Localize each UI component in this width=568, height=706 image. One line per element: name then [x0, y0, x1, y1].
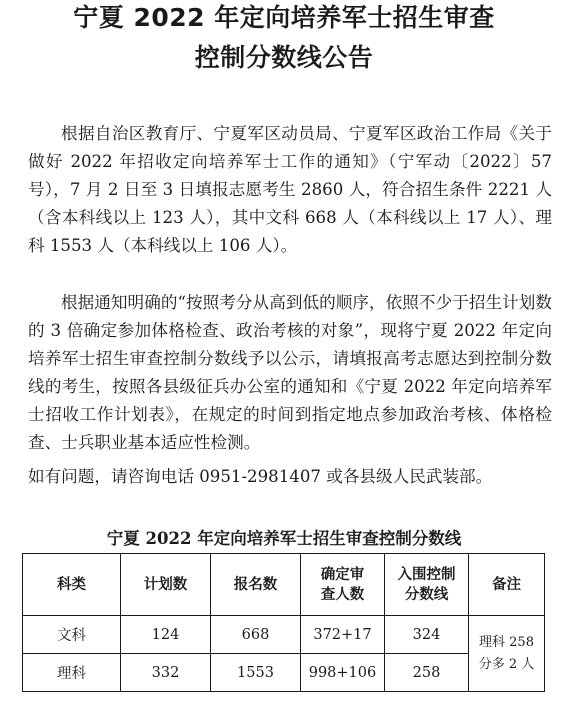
document-title-line-1: 宁夏 2022 年定向培养军士招生审查 — [73, 3, 495, 32]
cell-cutoff-score: 258 — [385, 654, 469, 692]
paragraph-background: 根据自治区教育厅、宁夏军区动员局、宁夏军区政治工作局《关于做好 2022 年招收定向培养军士工作的通知》（宁军动〔2022〕57 号），7 月 2 日至 3 日填报志愿考生 2860 人，符合招生条件 2221 人（含本科线以上 123 人），其中文科 668 人（本科线以上 17 人）、理科 1553 人（本科线以上 106 人）。 — [28, 124, 552, 255]
note-line-1: 理科 258 — [479, 634, 534, 650]
cell-category: 理科 — [23, 654, 121, 692]
cell-plan-count: 124 — [121, 616, 211, 654]
cell-category: 文科 — [23, 616, 121, 654]
cell-applicant-count: 668 — [211, 616, 301, 654]
header-category: 科类 — [23, 554, 121, 616]
score-table — [22, 553, 545, 692]
header-plan-count: 计划数 — [121, 554, 211, 616]
table-row — [23, 616, 545, 654]
header-cutoff-score: 入围控制分数线 — [385, 554, 469, 616]
cell-review-count: 998+106 — [301, 654, 385, 692]
cell-review-count: 372+17 — [301, 616, 385, 654]
table-title: 宁夏 2022 年定向培养军士招生审查控制分数线 — [106, 529, 462, 548]
header-review-count: 确定审查人数 — [301, 554, 385, 616]
document-title-line-2: 控制分数线公告 — [194, 43, 374, 72]
cell-cutoff-score: 324 — [385, 616, 469, 654]
header-note: 备注 — [469, 554, 545, 616]
note-line-2: 分多 2 人 — [478, 656, 535, 672]
cell-plan-count: 332 — [121, 654, 211, 692]
cell-applicant-count: 1553 — [211, 654, 301, 692]
paragraph-announcement: 根据通知明确的“按照考分从高到低的顺序，依照不少于招生计划数的 3 倍确定参加体格检查、政治考核的对象”，现将宁夏 2022 年定向培养军士招生审查控制分数线予以公示，请填报高考志愿达到控制分数线的考生，按照各县级征兵办公室的通知和《宁夏 2022 年定向培养军士招收工作计划表》，在规定的时间到指定地点参加政治考核、体格检查、士兵职业基本适应性检测。 — [28, 293, 552, 452]
header-applicant-count: 报名数 — [211, 554, 301, 616]
paragraph-contact: 如有问题，请咨询电话 0951-2981407 或各县级人民武装部。 — [28, 467, 493, 486]
table-row — [23, 654, 545, 692]
cell-note — [469, 616, 545, 692]
table-header-row — [23, 554, 545, 616]
